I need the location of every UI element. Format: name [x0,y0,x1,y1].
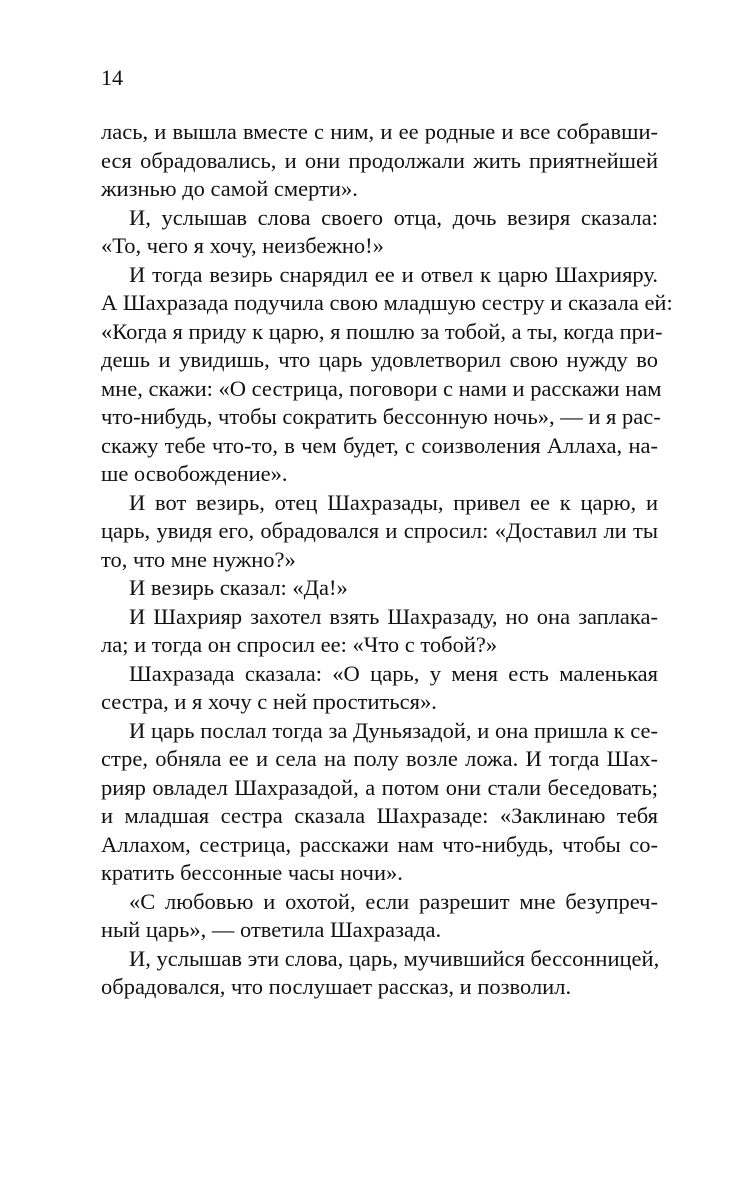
text-line: мне, скажи: «О сестрица, поговори с нами и расскажи нам [101,375,662,401]
text-line: Аллахом, сестрица, расскажи нам что-нибудь, чтобы со- [101,831,658,857]
text-line: И, услышав слова своего отца, дочь везиря сказала: [129,204,658,230]
text-line: стре, обняла ее и села на полу возле ложа. И тогда Шах- [101,746,658,771]
body-text [101,118,673,1002]
text-line: лась, и вышла вместе с ним, и ее родные и все собравши- [101,119,658,144]
text-line: Шахразада сказала: «О царь, у меня есть маленькая [129,660,658,686]
text-line: дешь и увидишь, что царь удовлетворил свою нужду во [101,347,658,372]
text-line: ный царь», — ответила Шахразада. [101,917,442,942]
text-line: «Когда я приду к царю, я пошлю за тобой, а ты, когда при- [101,318,663,344]
text-line: сестра, и я хочу с ней проститься». [101,689,437,714]
text-line: ла; и тогда он спросил ее: «Что с тобой?» [101,632,498,657]
text-line: И везирь сказал: «Да!» [129,575,348,600]
text-line: И царь послал тогда за Дуньязадой, и она пришла к се- [129,717,658,743]
text-line: И тогда везирь снарядил ее и отвел к царю Шахрияру. [129,261,658,287]
text-line: и младшая сестра сказала Шахразаде: «Заклинаю тебя [101,803,658,828]
text-line: «То, чего я хочу, неизбежно!» [101,233,384,258]
text-line: И Шахрияр захотел взять Шахразаду, но она заплака- [129,603,658,629]
text-line: жизнью до самой смерти». [101,176,358,201]
text-line: А Шахразада подучила свою младшую сестру и сказала ей: [101,290,673,315]
text-line: то, что мне нужно?» [101,546,296,572]
text-line: И, услышав эти слова, царь, мучившийся бессонницей, [129,945,660,971]
text-line: ше освобождение». [101,461,288,486]
text-line: царь, увидя его, обрадовался и спросил: «Доставил ли ты [101,518,658,543]
text-line: «С любовью и охотой, если разрешит мне безупреч- [129,888,658,914]
text-line: еся обрадовались, и они продолжали жить приятнейшей [101,147,658,173]
text-line: И вот везирь, отец Шахразады, привел ее к царю, и [129,489,658,515]
text-line: кратить бессонные часы ночи». [101,860,403,885]
text-line: скажу тебе что-то, в чем будет, с соизволения Аллаха, на- [101,432,658,458]
text-line: рияр овладел Шахразадой, а потом они стали беседовать; [101,774,658,800]
page-number: 14 [101,65,123,90]
text-line: обрадовался, что послушает рассказ, и позволил. [101,974,572,999]
text-line: что-нибудь, чтобы сократить бессонную ночь», — и я рас- [101,404,661,429]
